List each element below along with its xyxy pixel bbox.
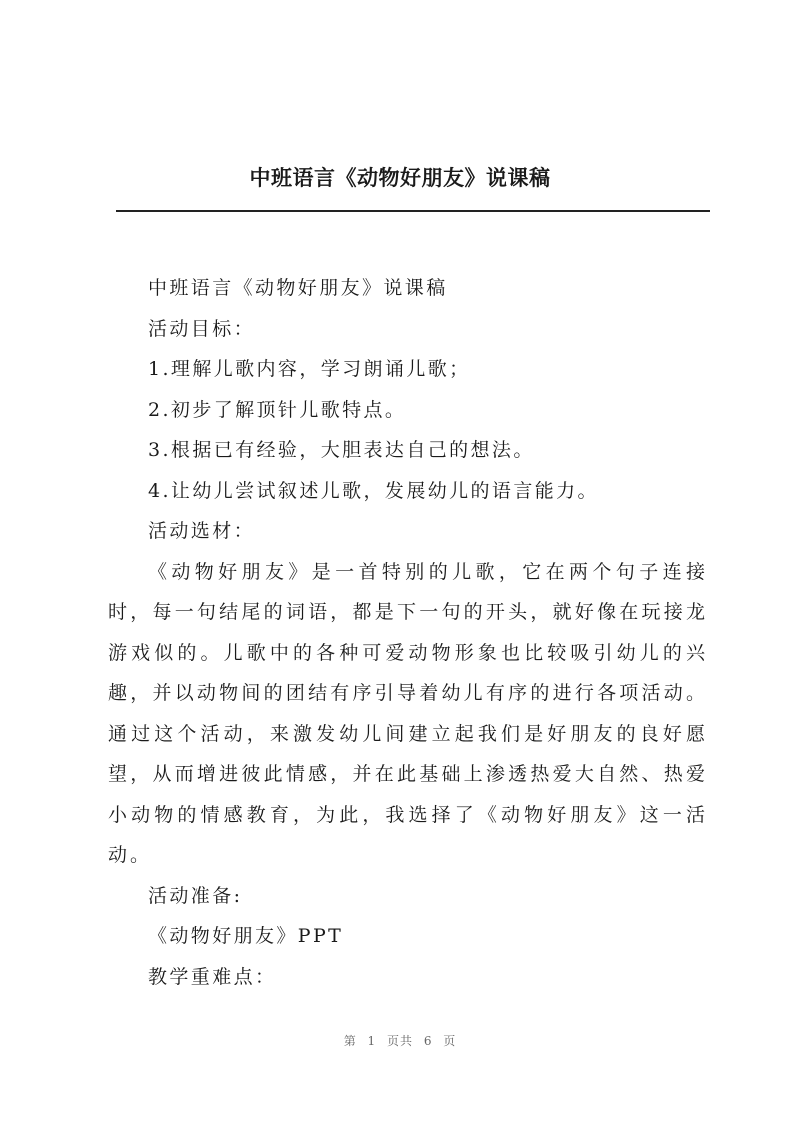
goal-item-4: 4.让幼儿尝试叙述儿歌，发展幼儿的语言能力。 [148, 479, 599, 502]
goal-item-2: 2.初步了解顶针儿歌特点。 [148, 398, 407, 421]
section-heading-material: 活动选材： [148, 520, 256, 542]
body-heading: 中班语言《动物好朋友》说课稿 [148, 277, 448, 299]
material-paragraph: 《动物好朋友》是一首特别的儿歌，它在两个句子连接时，每一句结尾的词语，都是下一句的开头，就好像在玩接龙游戏似的。儿歌中的各种可爱动物形象也比较吸引幼儿的兴趣，并以动物间的团结有序引导着幼儿有序的进行各项活动。通过这个活动，来激发幼儿间建立起我们是好朋友的良好愿望，从而增进彼此情感，并在此基础上渗透热爱大自然、热爱小动物的情感教育，为此，我选择了《动物好朋友》这一活动。 [108, 560, 708, 866]
section-heading-goals: 活动目标： [148, 317, 256, 340]
preparation-item: 《动物好朋友》PPT [148, 925, 344, 947]
section-heading-key-points: 教学重难点： [148, 965, 277, 988]
goal-item-3: 3.根据已有经验，大胆表达自己的想法。 [148, 439, 535, 461]
page-number-footer: 第 1 页共 6 页 [343, 1034, 457, 1048]
section-heading-preparation: 活动准备: [148, 884, 243, 907]
goal-item-1: 1.理解儿歌内容，学习朗诵儿歌； [148, 358, 471, 380]
document-body [108, 268, 708, 997]
title-divider [116, 210, 710, 212]
document-title: 中班语言《动物好朋友》说课稿 [249, 166, 551, 190]
